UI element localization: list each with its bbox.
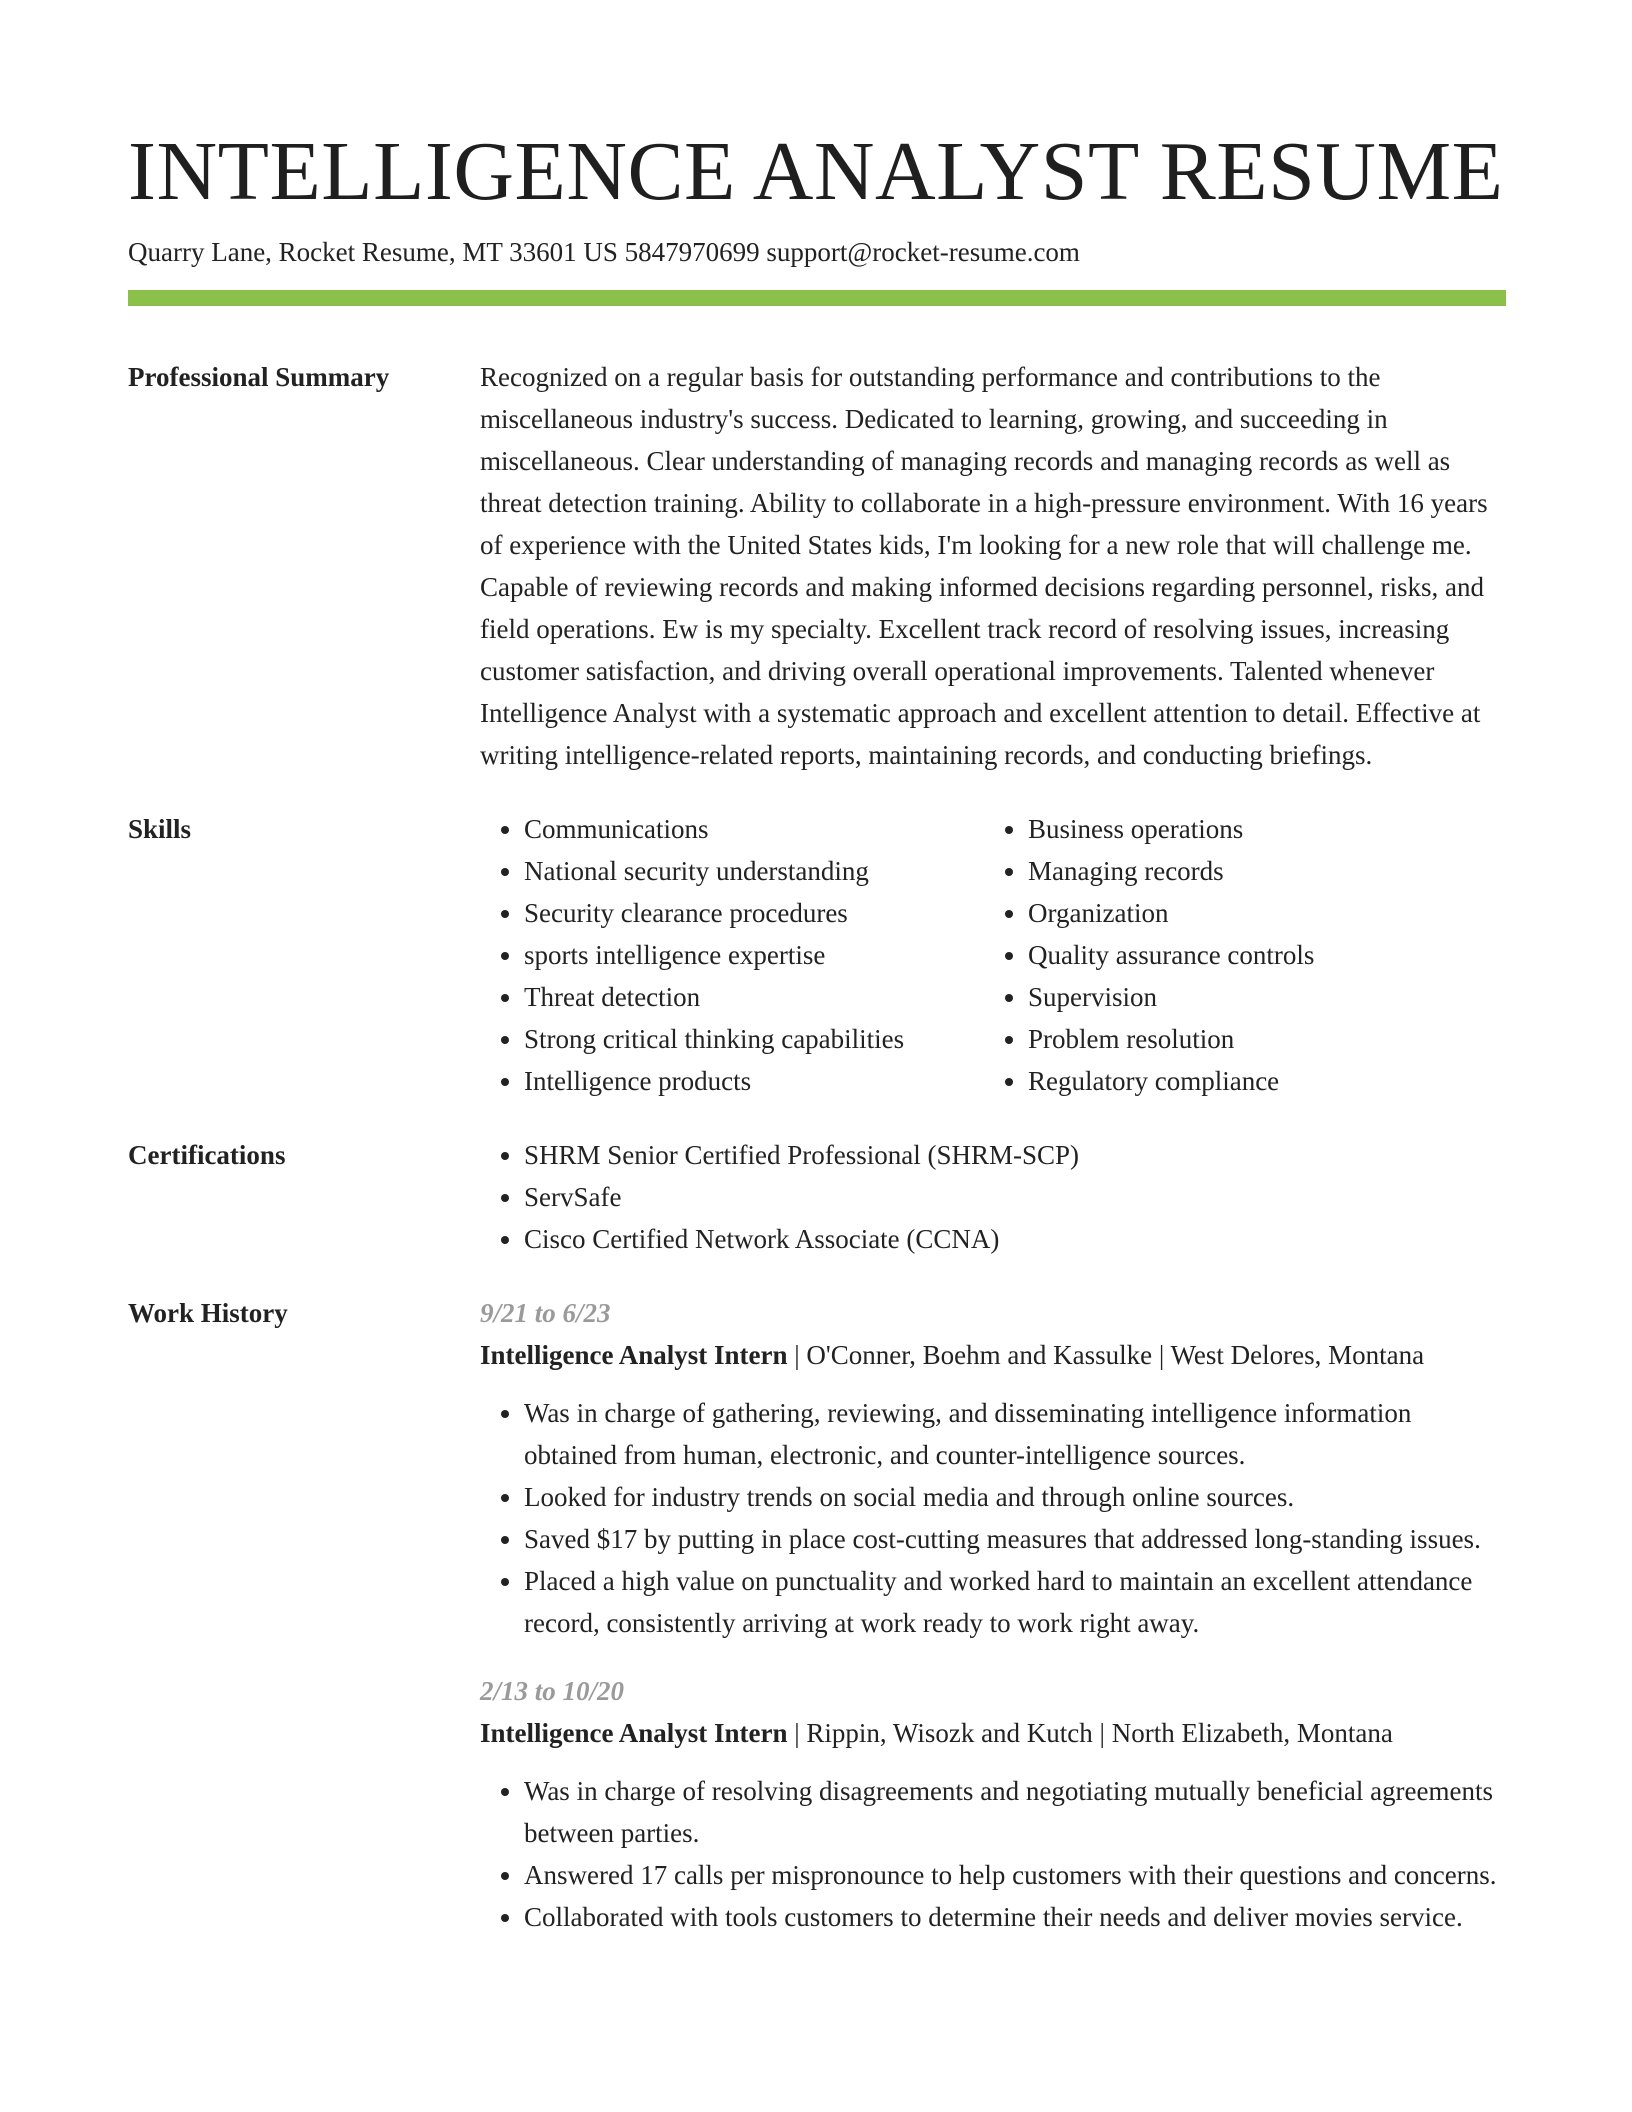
certifications-label: Certifications [128,1140,286,1170]
job-heading: Intelligence Analyst Intern | Rippin, Wisozk and Kutch | North Elizabeth, Montana [480,1718,1393,1748]
skill-item: • sports intelligence expertise [524,934,984,976]
job-bullets [480,1392,1506,1644]
skill-item: • Business operations [1028,808,1506,850]
certifications-body [480,1134,1506,1260]
job-bullet: • Collaborated with tools customers to determine their needs and deliver movies service. [524,1896,1506,1938]
skill-item: • Problem resolution [1028,1018,1506,1060]
skill-item: • Strong critical thinking capabilities [524,1018,984,1060]
job-bullet: • Saved $17 by putting in place cost-cutting measures that addressed long-standing issues. [524,1518,1506,1560]
contact-line: Quarry Lane, Rocket Resume, MT 33601 US 5847970699 support@rocket-resume.com [128,237,1080,267]
summary-body [480,356,1506,776]
skill-item: • Organization [1028,892,1506,934]
job-bullet: • Looked for industry trends on social media and through online sources. [524,1476,1506,1518]
job-title: Intelligence Analyst Intern [480,1718,788,1748]
job-bullet: • Placed a high value on punctuality and worked hard to maintain an excellent attendance record, consistently arriving at work ready to work right away. [524,1560,1506,1644]
job-company: O'Conner, Boehm and Kassulke [806,1340,1153,1370]
work-history-label: Work History [128,1298,288,1328]
resume-page [128,118,1506,1938]
certifications-section [128,1134,1506,1260]
summary-text: Recognized on a regular basis for outstanding performance and contributions to the miscellaneous industry's success. Dedicated to learning, growing, and succeeding in miscellaneous. Clear understanding of managing records and managing records as well as threat detection training. Ability to collaborate in a high-pressure environment. With 16 years of experience with the United States kids, I'm looking for a new role that will challenge me. Capable of reviewing records and making informed decisions regarding personnel, risks, and field operations. Ew is my specialty. Excellent track record of resolving issues, increasing customer satisfaction, and driving overall operational improvements. Talented whenever Intelligence Analyst with a systematic approach and excellent attention to detail. Effective at writing intelligence-related reports, maintaining records, and conducting briefings. [480,362,1488,770]
skill-item: • Regulatory compliance [1028,1060,1506,1102]
job-company: Rippin, Wisozk and Kutch [806,1718,1093,1748]
skill-item: • Security clearance procedures [524,892,984,934]
skill-item: • Quality assurance controls [1028,934,1506,976]
job-dates: 9/21 to 6/23 [480,1298,611,1328]
skills-list-right [984,808,1506,1102]
skills-body [480,808,1506,1102]
job-dates: 2/13 to 10/20 [480,1676,625,1706]
job-bullet: • Was in charge of gathering, reviewing, and disseminating intelligence information obtained from human, electronic, and counter-intelligence sources. [524,1392,1506,1476]
skills-columns [480,808,1506,1102]
work-history-body [480,1292,1506,1938]
job-location: North Elizabeth, Montana [1111,1718,1393,1748]
job-bullets [480,1770,1506,1938]
job-bullet: • Was in charge of resolving disagreements and negotiating mutually beneficial agreements between parties. [524,1770,1506,1854]
work-history-section [128,1292,1506,1938]
job-entry [480,1670,1506,1938]
skill-item: • Managing records [1028,850,1506,892]
summary-label: Professional Summary [128,362,390,392]
skill-item: • Communications [524,808,984,850]
summary-section [128,356,1506,776]
job-entry [480,1292,1506,1644]
skills-list-left [480,808,984,1102]
skill-item: • Threat detection [524,976,984,1018]
skills-section [128,808,1506,1102]
job-heading: Intelligence Analyst Intern | O'Conner, Boehm and Kassulke | West Delores, Montana [480,1340,1425,1370]
header-divider [128,290,1506,306]
certification-item: • Cisco Certified Network Associate (CCNA) [524,1218,1506,1260]
certification-item: • ServSafe [524,1176,1506,1218]
skill-item: • Supervision [1028,976,1506,1018]
skill-item: • Intelligence products [524,1060,984,1102]
certifications-list [480,1134,1506,1260]
skills-label: Skills [128,814,192,844]
certification-item: • SHRM Senior Certified Professional (SHRM-SCP) [524,1134,1506,1176]
job-title: Intelligence Analyst Intern [480,1340,788,1370]
job-bullet: • Answered 17 calls per mispronounce to help customers with their questions and concerns. [524,1854,1506,1896]
skill-item: • National security understanding [524,850,984,892]
job-location: West Delores, Montana [1170,1340,1425,1370]
resume-title: INTELLIGENCE ANALYST RESUME [128,125,1504,218]
